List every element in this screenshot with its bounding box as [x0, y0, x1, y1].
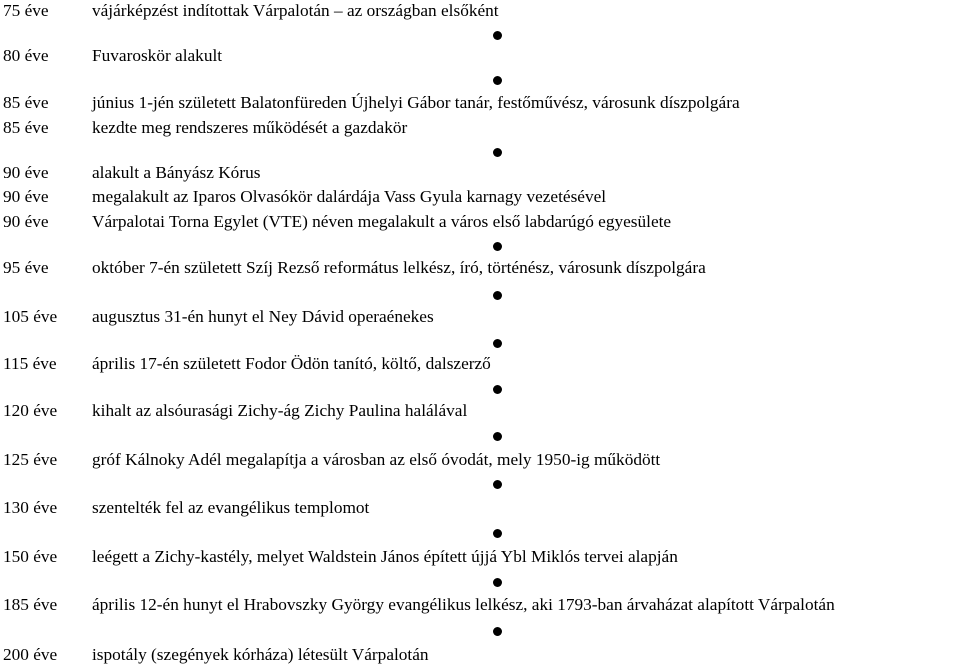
timeline-year: 95 éve — [3, 258, 49, 277]
timeline-year: 125 éve — [3, 450, 58, 469]
timeline-year: 130 éve — [3, 498, 58, 517]
timeline-event: Fuvaroskör alakult — [92, 46, 223, 65]
timeline-event: vájárképzést indítottak Várpalotán – az országban elsőként — [92, 1, 499, 20]
timeline-year: 185 éve — [3, 595, 58, 614]
timeline-event: kezdte meg rendszeres működését a gazdakör — [92, 118, 408, 137]
timeline-event: leégett a Zichy-kastély, melyet Waldstein János épített újjá Ybl Miklós tervei alapján — [92, 547, 678, 566]
timeline-event: ispotály (szegények kórháza) létesült Várpalotán — [92, 645, 429, 664]
timeline-year: 200 éve — [3, 645, 58, 664]
timeline-row — [0, 211, 960, 233]
timeline-row — [0, 594, 960, 616]
timeline-row — [0, 546, 960, 568]
timeline-event: június 1-jén született Balatonfüreden Újhelyi Gábor tanár, festőművész, városunk díszpolgára — [92, 93, 740, 112]
timeline-event: október 7-én született Szíj Rezső református lelkész, író, történész, városunk díszpolgára — [92, 258, 706, 277]
bullet-dot — [493, 529, 502, 538]
timeline-row — [0, 353, 960, 375]
timeline-year: 90 éve — [3, 212, 49, 231]
timeline-row — [0, 644, 960, 666]
bullet-dot — [493, 480, 502, 489]
timeline-row — [0, 162, 960, 184]
bullet-dot — [493, 578, 502, 587]
timeline-row — [0, 497, 960, 519]
timeline-year: 150 éve — [3, 547, 58, 566]
timeline-event: augusztus 31-én hunyt el Ney Dávid operaénekes — [92, 307, 434, 326]
timeline-event: április 17-én született Fodor Ödön tanító, költő, dalszerző — [92, 354, 491, 373]
timeline-row — [0, 0, 960, 22]
timeline-year: 90 éve — [3, 187, 49, 206]
bullet-dot — [493, 148, 502, 157]
timeline-event: április 12-én hunyt el Hrabovszky György evangélikus lelkész, aki 1793-ban árvaházat alapított Várpalotán — [92, 595, 835, 614]
bullet-dot — [493, 291, 502, 300]
timeline-row — [0, 449, 960, 471]
timeline-year: 90 éve — [3, 163, 49, 182]
timeline-row — [0, 306, 960, 328]
timeline-row — [0, 400, 960, 422]
bullet-dot — [493, 31, 502, 40]
bullet-dot — [493, 339, 502, 348]
timeline-row — [0, 257, 960, 279]
timeline-year: 105 éve — [3, 307, 58, 326]
bullet-dot — [493, 76, 502, 85]
timeline-row — [0, 186, 960, 208]
timeline-row — [0, 117, 960, 139]
timeline-year: 115 éve — [3, 354, 57, 373]
timeline-event: Várpalotai Torna Egylet (VTE) néven megalakult a város első labdarúgó egyesülete — [92, 212, 672, 231]
timeline-row — [0, 92, 960, 114]
bullet-dot — [493, 385, 502, 394]
timeline-event: megalakult az Iparos Olvasókör dalárdája Vass Gyula karnagy vezetésével — [92, 187, 607, 206]
timeline-event: alakult a Bányász Kórus — [92, 163, 261, 182]
timeline-event: szentelték fel az evangélikus templomot — [92, 498, 370, 517]
timeline-year: 80 éve — [3, 46, 49, 65]
timeline-event: gróf Kálnoky Adél megalapítja a városban az első óvodát, mely 1950-ig működött — [92, 450, 661, 469]
bullet-dot — [493, 242, 502, 251]
bullet-dot — [493, 432, 502, 441]
timeline-row — [0, 45, 960, 67]
timeline-year: 120 éve — [3, 401, 58, 420]
timeline-event: kihalt az alsóurasági Zichy-ág Zichy Paulina halálával — [92, 401, 468, 420]
timeline-year: 85 éve — [3, 118, 49, 137]
timeline-year: 75 éve — [3, 1, 49, 20]
timeline-year: 85 éve — [3, 93, 49, 112]
bullet-dot — [493, 627, 502, 636]
